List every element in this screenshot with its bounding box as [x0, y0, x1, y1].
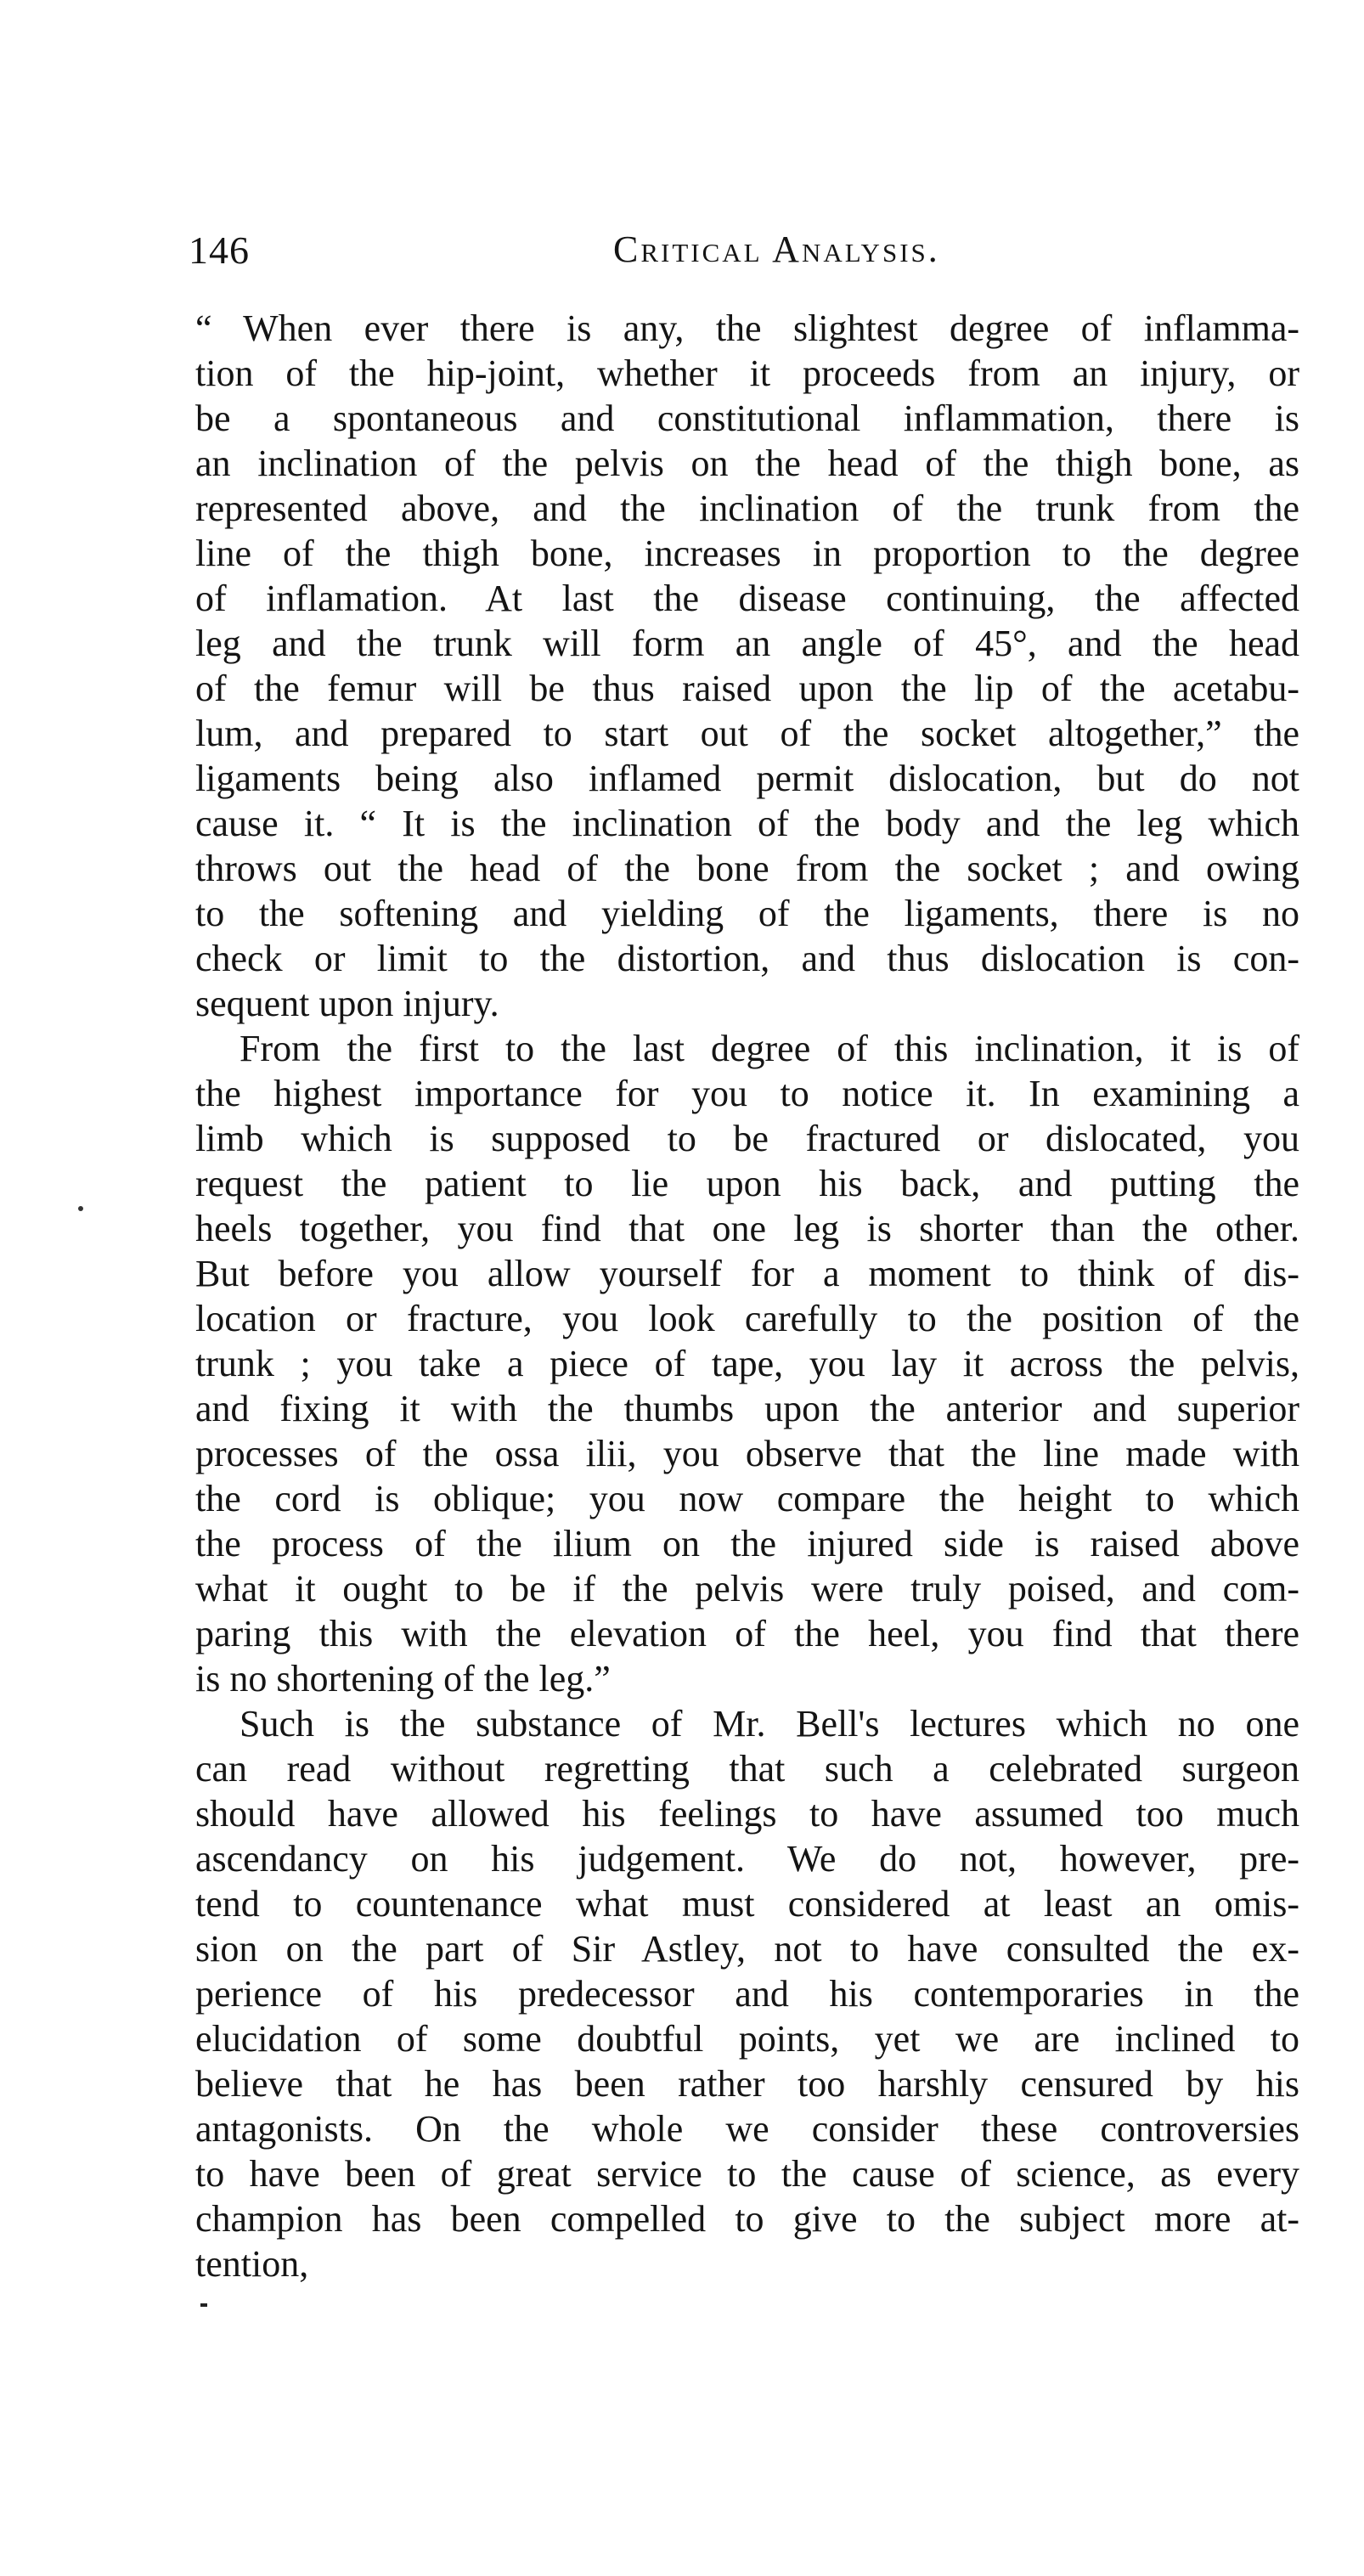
body-text	[195, 306, 1299, 2286]
page-header	[189, 228, 1293, 287]
text-line: location or fracture, you look carefully to the position of the	[195, 1298, 1299, 1339]
paragraph-2	[195, 1026, 1299, 1701]
text-line: antagonists. On the whole we consider these controversies	[195, 2108, 1299, 2150]
text-line: of inflamation. At last the disease continuing, the affected	[195, 578, 1299, 619]
text-line: But before you allow yourself for a moment to think of dis-	[195, 1253, 1299, 1294]
text-line: is no shortening of the leg.”	[195, 1658, 611, 1699]
paragraph-3	[195, 1701, 1299, 2286]
margin-mark	[78, 1206, 83, 1211]
running-head: Critical Analysis.	[613, 228, 940, 270]
text-line: line of the thigh bone, increases in proportion to the degree	[195, 533, 1299, 574]
text-line: “ When ever there is any, the slightest degree of inflamma-	[195, 307, 1299, 349]
text-line: sion on the part of Sir Astley, not to have consulted the ex-	[195, 1928, 1299, 1970]
text-line: and fixing it with the thumbs upon the anterior and superior	[195, 1388, 1299, 1429]
text-line: of the femur will be thus raised upon the lip of the acetabu-	[195, 668, 1299, 709]
paragraph-1	[195, 306, 1299, 1026]
text-line: champion has been compelled to give to the subject more at-	[195, 2198, 1299, 2240]
text-line: represented above, and the inclination of the trunk from the	[195, 488, 1299, 529]
page-number: 146	[189, 228, 250, 272]
text-line: ascendancy on his judgement. We do not, however, pre-	[195, 1838, 1299, 1880]
text-line: lum, and prepared to start out of the socket altogether,” the	[195, 713, 1299, 754]
text-line: can read without regretting that such a celebrated surgeon	[195, 1748, 1299, 1790]
text-line: to have been of great service to the cause of science, as every	[195, 2153, 1299, 2195]
text-line: an inclination of the pelvis on the head of the thigh bone, as	[195, 442, 1299, 484]
text-line: trunk ; you take a piece of tape, you lay it across the pelvis,	[195, 1343, 1299, 1384]
text-line: perience of his predecessor and his contemporaries in the	[195, 1973, 1299, 2015]
text-line: request the patient to lie upon his back, and putting the	[195, 1163, 1299, 1204]
text-line: tention,	[195, 2243, 309, 2285]
text-line: throws out the head of the bone from the socket ; and owing	[195, 848, 1299, 889]
text-line: to the softening and yielding of the ligaments, there is no	[195, 893, 1299, 934]
text-line: ligaments being also inflamed permit dislocation, but do not	[195, 758, 1299, 799]
text-line: leg and the trunk will form an angle of 45°, and the head	[195, 623, 1299, 664]
text-line: the highest importance for you to notice it. In examining a	[195, 1073, 1299, 1114]
text-line: what it ought to be if the pelvis were truly poised, and com-	[195, 1568, 1299, 1609]
text-line: believe that he has been rather too harshly censured by his	[195, 2063, 1299, 2105]
text-line: heels together, you find that one leg is shorter than the other.	[195, 1208, 1299, 1249]
text-line: processes of the ossa ilii, you observe that the line made with	[195, 1433, 1299, 1474]
text-line: should have allowed his feelings to have assumed too much	[195, 1793, 1299, 1835]
text-line: the cord is oblique; you now compare the height to which	[195, 1478, 1299, 1519]
text-line: From the first to the last degree of this inclination, it is of	[240, 1028, 1299, 1069]
text-line: paring this with the elevation of the heel, you find that there	[195, 1613, 1299, 1654]
text-line: tion of the hip-joint, whether it proceeds from an injury, or	[195, 352, 1299, 394]
text-line: sequent upon injury.	[195, 983, 499, 1024]
bottom-mark	[200, 2303, 207, 2307]
text-line: Such is the substance of Mr. Bell's lectures which no one	[240, 1703, 1299, 1745]
text-line: the process of the ilium on the injured side is raised above	[195, 1523, 1299, 1564]
text-line: tend to countenance what must considered at least an omis-	[195, 1883, 1299, 1925]
text-line: limb which is supposed to be fractured or dislocated, you	[195, 1118, 1299, 1159]
text-line: check or limit to the distortion, and thus dislocation is con-	[195, 938, 1299, 979]
text-line: be a spontaneous and constitutional inflammation, there is	[195, 397, 1299, 439]
text-line: elucidation of some doubtful points, yet we are inclined to	[195, 2018, 1299, 2060]
text-line: cause it. “ It is the inclination of the body and the leg which	[195, 803, 1299, 844]
